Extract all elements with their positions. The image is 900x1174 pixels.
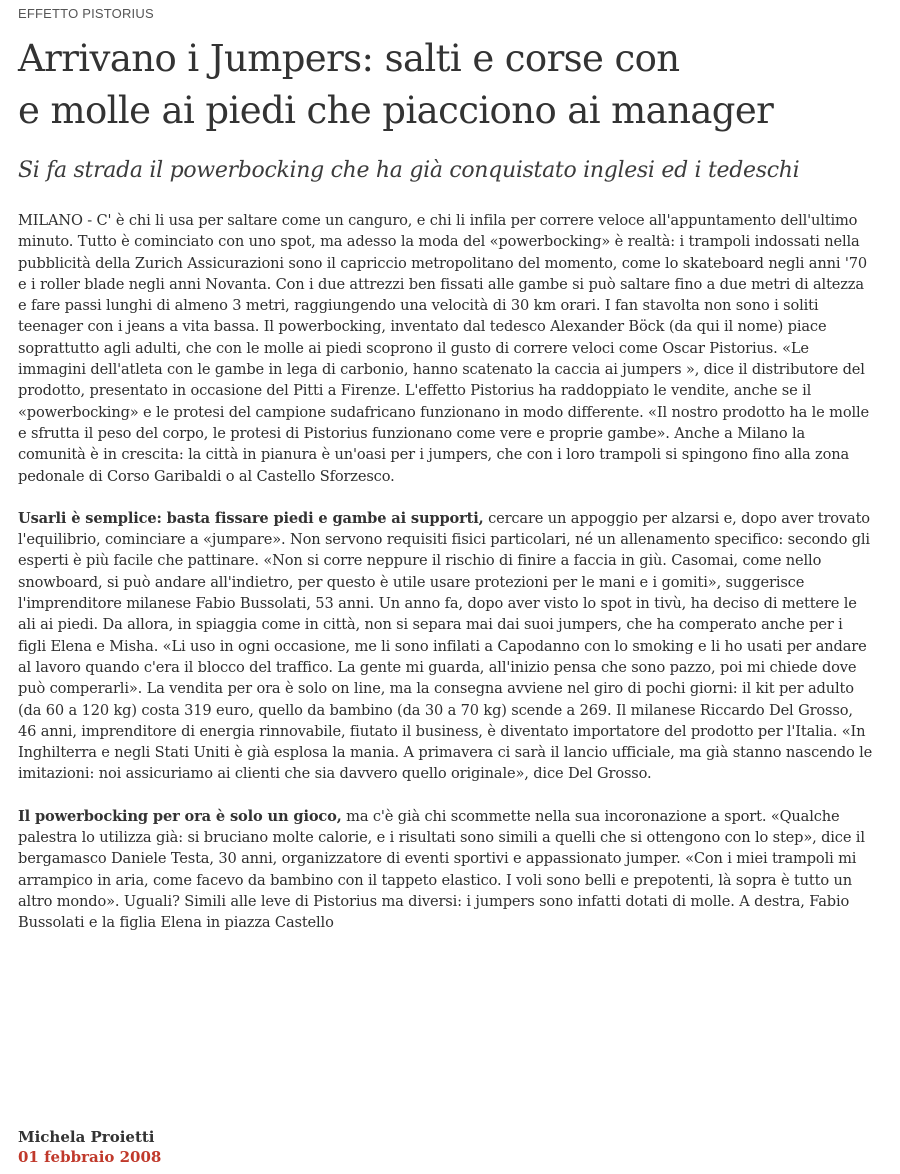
paragraph-2-text: cercare un appoggio per alzarsi e, dopo aver trovato l'equilibrio, cominciare a «jumpare». Non servono requisiti fisici particolari, né un allenamento specifico: secondo gli esperti è più facile che pattinare. «Non si corre neppure il rischio di finire a faccia in giù. Casomai, come nello snowboard, si può andare all'indietro, per questo è utile usare protezioni per le mani e i gomiti», suggerisce l'imprenditore milanese Fabio Bussolati, 53 anni. Un anno fa, dopo aver visto lo spot in tivù, ha deciso di mettere le ali ai piedi. Da allora, in spiaggia come in città, non si separa mai dai suoi jumpers, che ha comperato anche per i figli Elena e Misha. «Li uso in ogni occasione, me li sono infilati a Capodanno con lo smoking e li ho usati per andare al lavoro quando c'era il blocco del traffico. La gente mi guarda, all'inizio pensa che sono pazzo, poi mi chiede dove può comperarli». La vendita per ora è solo on line, ma la consegna avviene nel giro di pochi giorni: il kit per adulto (da 60 a 120 kg) costa 319 euro, quello da bambino (da 30 a 70 kg) scende a 269. Il milanese Riccardo Del Grosso, 46 anni, imprenditore di energia rinnovabile, fiutato il business, è diventato importatore del prodotto per l'Italia. «In Inghilterra e negli Stati Uniti è già esplosa la mania. A primavera ci sarà il lancio ufficiale, ma già stanno nascendo le imitazioni: noi assicuriamo ai clienti che sia davvero quello originale», dice Del Grosso. [18, 509, 873, 783]
publication-date: 01 febbraio 2008 [18, 1148, 162, 1166]
paragraph-3-lead-in: Il powerbocking per ora è solo un gioco, [18, 807, 342, 825]
article-standfirst: Si fa strada il powerbocking che ha già conquistato inglesi ed i tedeschi [18, 158, 800, 183]
article-paragraph-2 [18, 508, 874, 785]
paragraph-1-text: MILANO - C' è chi li usa per saltare come un canguro, e chi li infila per correre veloce all'appuntamento dell'ultimo minuto. Tutto è cominciato con uno spot, ma adesso la moda del «powerbocking» è realtà: i trampoli indossati nella pubblicità della Zurich Assicurazioni sono il capriccio metropolitano del momento, come lo skateboard negli anni '70 e i roller blade negli anni Novanta. Con i due attrezzi ben fissati alle gambe si può saltare fino a due metri di altezza e fare passi lunghi di almeno 3 metri, raggiungendo una velocità di 30 km orari. I fan stavolta non sono i soliti teenager con i jeans a vita bassa. Il powerbocking, inventato dal tedesco Alexander Böck (da qui il nome) piace soprattutto agli adulti, che con le molle ai piedi scoprono il gusto di correre veloci come Oscar Pistorius. «Le immagini dell'atleta con le gambe in lega di carbonio, hanno scatenato la caccia ai jumpers », dice il distributore del prodotto, presentato in occasione del Pitti a Firenze. L'effetto Pistorius ha raddoppiato le vendite, anche se il «powerbocking» e le protesi del campione sudafricano funzionano in modo differente. «Il nostro prodotto ha le molle e sfrutta il peso del corpo, le protesi di Pistorius funzionano come vere e proprie gambe». Anche a Milano la comunità è in crescita: la città in pianura è un'oasi per i jumpers, che con i loro trampoli si spingono fino alla zona pedonale di Corso Garibaldi o al Castello Sforzesco. [18, 212, 870, 485]
article-paragraph-3 [18, 806, 874, 934]
article-paragraph-1 [18, 210, 874, 487]
author-name: Michela Proietti [18, 1128, 155, 1146]
paragraph-3-text: ma c'è già chi scommette nella sua incoronazione a sport. «Qualche palestra lo utilizza già: si bruciano molte calorie, e i risultati sono simili a quelli che si ottengono con lo step», dice il bergamasco Daniele Testa, 30 anni, organizzatore di eventi sportivi e appassionato jumper. «Con i miei trampoli mi arrampico in aria, come facevo da bambino con il tappeto elastico. I voli sono belli e prepotenti, là sopra è tutto un altro mondo». Uguali? Simili alle leve di Pistorius ma diversi: i jumpers sono infatti dotati di molle. A destra, Fabio Bussolati e la figlia Elena in piazza Castello [18, 807, 865, 932]
headline-line-2: e molle ai piedi che piacciono ai manager [18, 89, 774, 132]
article-byline [18, 1127, 161, 1167]
article-headline [18, 33, 874, 137]
section-kicker: EFFETTO PISTORIUS [18, 6, 154, 21]
headline-line-1: Arrivano i Jumpers: salti e corse con [18, 37, 680, 80]
article-body [18, 210, 874, 934]
paragraph-2-lead-in: Usarli è semplice: basta fissare piedi e gambe ai supporti, [18, 509, 484, 527]
